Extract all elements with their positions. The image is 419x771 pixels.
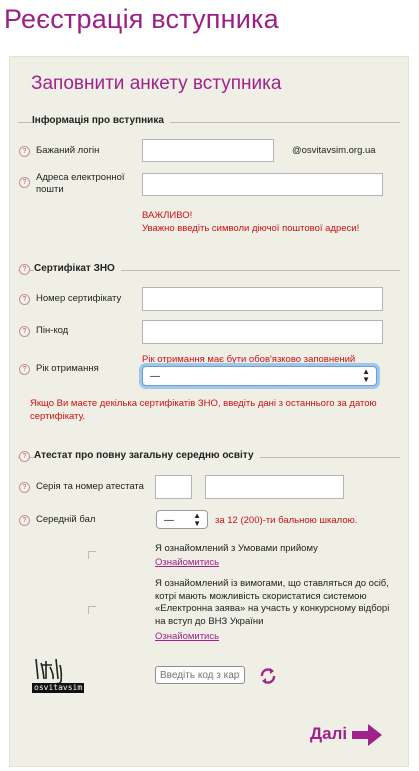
email-label: Адреса електронної пошти bbox=[36, 172, 125, 195]
section-heading: Інформація про вступника bbox=[32, 115, 170, 126]
next-label: Далі bbox=[310, 724, 348, 743]
help-icon[interactable]: ? bbox=[19, 482, 30, 493]
pin-label: Пін-код bbox=[36, 325, 69, 336]
requirements-text: Я ознайомлений із вимогами, що ставляться до осіб, котрі мають можливість скористатися системою «Електронна заява» на участь у конкурсному відборі на вступ до ВНЗ України bbox=[155, 578, 390, 627]
requirements-checkbox[interactable] bbox=[88, 606, 96, 614]
avg-selected-value: — bbox=[164, 515, 174, 526]
multi-cert-note: Якщо Ви маєте декілька сертифікатів ЗНО, введіть дані з останнього за датою сертифікату. bbox=[30, 398, 377, 422]
help-icon[interactable]: ? bbox=[19, 146, 30, 157]
refresh-icon[interactable] bbox=[258, 666, 278, 686]
avg-scale-note: за 12 (200)-ти бальною шкалою. bbox=[215, 515, 358, 526]
login-input[interactable] bbox=[142, 139, 274, 162]
help-icon[interactable]: ? bbox=[19, 326, 30, 337]
email-warning-text: Уважно введіть символи діючої поштової адреси! bbox=[142, 223, 360, 234]
registration-form-panel bbox=[9, 56, 409, 767]
pin-input[interactable] bbox=[142, 320, 383, 344]
requirements-link[interactable]: Ознайомитись bbox=[155, 631, 220, 642]
year-label: Рік отримання bbox=[36, 363, 99, 374]
attestat-number-input[interactable] bbox=[205, 475, 344, 499]
help-icon[interactable]: ? bbox=[19, 177, 30, 188]
email-input[interactable] bbox=[142, 173, 383, 196]
year-select[interactable] bbox=[142, 366, 377, 386]
form-title: Заповнити анкету вступника bbox=[31, 73, 282, 94]
next-button[interactable] bbox=[310, 721, 390, 751]
section-attestat bbox=[18, 450, 400, 464]
arrow-right-icon bbox=[350, 721, 384, 749]
captcha-image bbox=[32, 655, 90, 693]
help-icon[interactable]: ? bbox=[19, 364, 30, 375]
year-selected-value: — bbox=[150, 371, 160, 382]
captcha-brand: osvitavsim bbox=[34, 683, 83, 692]
help-icon[interactable]: ? bbox=[19, 451, 30, 462]
select-arrows-icon: ▲ ▼ bbox=[362, 367, 370, 384]
avg-score-label: Середній бал bbox=[36, 514, 96, 525]
help-icon[interactable]: ? bbox=[19, 264, 30, 275]
attestat-series-input[interactable] bbox=[155, 475, 192, 499]
avg-score-select[interactable] bbox=[156, 510, 208, 529]
cert-number-input[interactable] bbox=[142, 287, 383, 311]
section-heading: Сертифікат ЗНО bbox=[34, 263, 121, 274]
section-applicant-info bbox=[18, 115, 400, 129]
year-error-message: Рік отримання має бути обов'язково заповнений bbox=[142, 354, 356, 365]
terms-checkbox[interactable] bbox=[88, 551, 96, 559]
section-heading: Атестат про повну загальну середню освіту bbox=[34, 450, 260, 461]
help-icon[interactable]: ? bbox=[19, 515, 30, 526]
select-arrows-icon: ▲ ▼ bbox=[193, 511, 201, 528]
terms-link[interactable]: Ознайомитись bbox=[155, 557, 220, 568]
attestat-series-label: Серія та номер атестата bbox=[36, 481, 144, 492]
captcha-input[interactable] bbox=[155, 666, 245, 684]
domain-suffix: @osvitavsim.org.ua bbox=[292, 145, 376, 156]
help-icon[interactable]: ? bbox=[19, 294, 30, 305]
section-zno bbox=[18, 263, 400, 277]
login-label: Бажаний логін bbox=[36, 145, 100, 156]
terms-text: Я ознайомлений з Умовами прийому bbox=[155, 543, 318, 554]
email-warning-title: ВАЖЛИВО! bbox=[142, 210, 193, 221]
cert-number-label: Номер сертифікату bbox=[36, 293, 122, 304]
page-title: Реєстрація вступника bbox=[4, 4, 279, 34]
